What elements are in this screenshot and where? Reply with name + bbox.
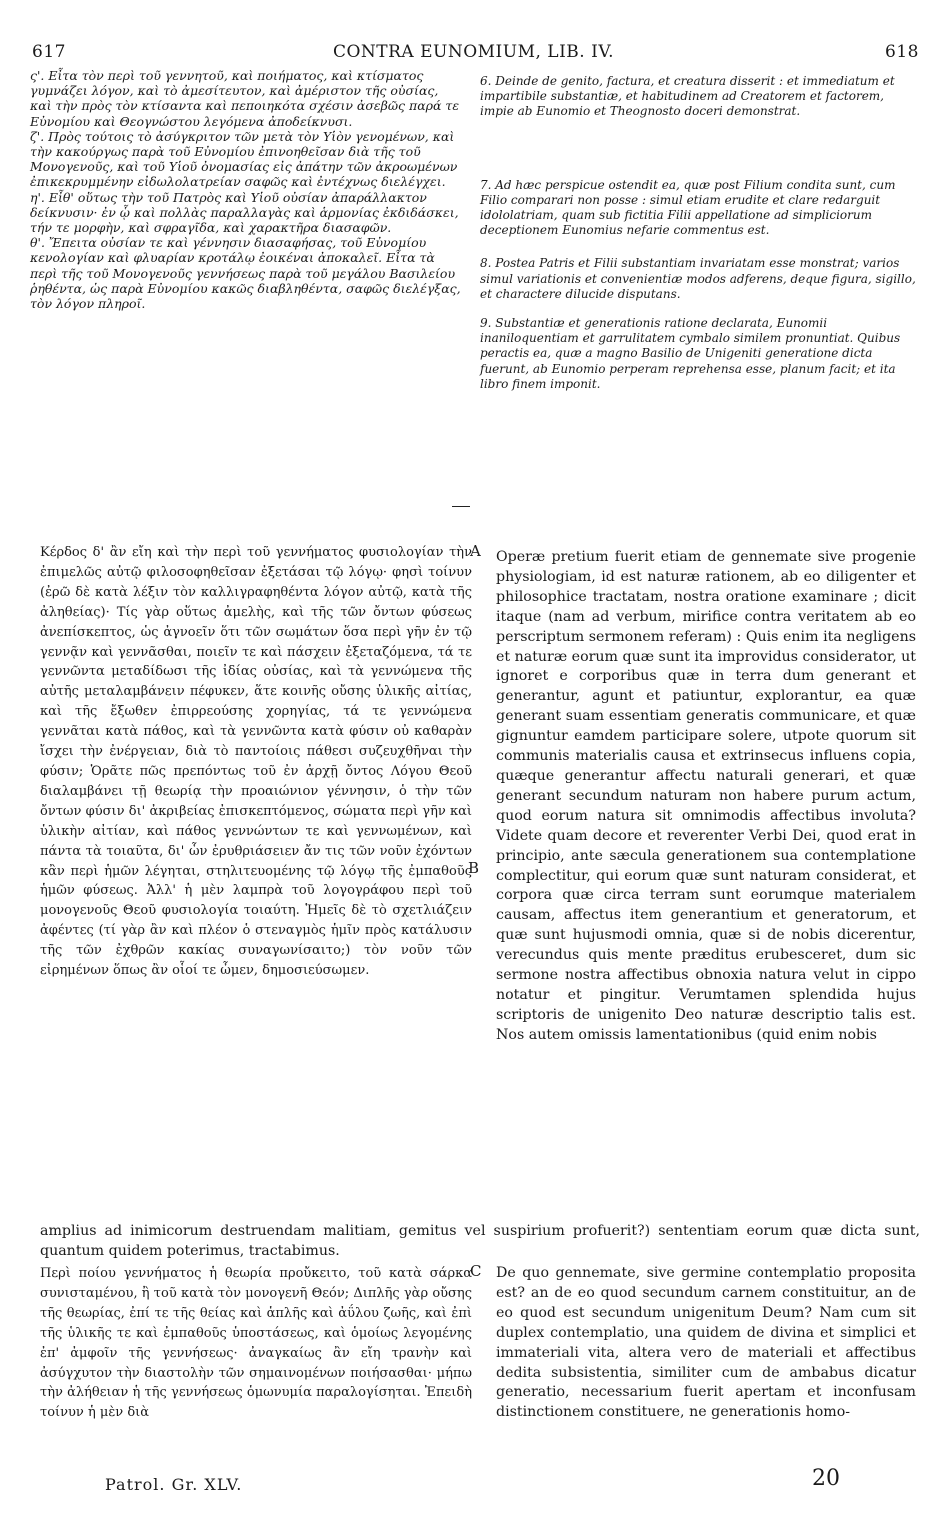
greek-summary-item: ζ'. Πρὸς τούτοις τὸ ἀσύγκριτον τῶν μετὰ τὸν Υἱὸν γενομένων, καὶ τὴν κακούργως παρὰ τοῦ Εὐνομίου ἐπινοηθεῖσαν διὰ τῆς τοῦ Μονογενοῦς, καὶ τοῦ Υἱοῦ ὀνομασίας εἰς ἀπάτην τῶν ἀκροωμένων ἐπικεκρυμμένην εἰδωλολατρείαν σαφῶς καὶ ἐντέχνως διελέγχει. xyxy=(30,128,458,190)
latin-summary xyxy=(480,74,920,392)
footer-signature: 20 xyxy=(812,1466,840,1491)
right-page-number: 618 xyxy=(885,42,919,62)
margin-marker-b: B xyxy=(468,859,480,877)
left-page-number: 617 xyxy=(32,42,66,62)
greek-column-1 xyxy=(40,543,472,981)
latin-paragraph: Operæ pretium fuerit etiam de gennemate sive progenie physiologiam, id est naturæ rationem, ab eo diligenter et philosophice tractatam, nostra oratione examinare ; dicit itaque (nam ad verbum, mirifice contra veritatem ab eo perscriptum sermonem referam) : Quis enim ita negligens et naturæ eorum quæ sunt ita improvidus considerator, ut ignoret e corporibus quæ in terra dum generant et generantur, agunt et patiuntur, explorantur, ea quæ generant suam essentiam generatis communicare, et quæ gignuntur eamdem participare solere, utpote quorum sit communis materialis causa et extrinsecus influens copia, quæque generantur affectu naturali generari, et quæ generant secundum naturam non habere purum actum, quod eorum natura sit omnimodis affectibus involuta? Videte quam decore et reverenter Verbi Dei, quod erat in principio, ante sæcula generationem sua contemplatione complectitur, qui eorum quæ sunt naturam considerat, et corpora quæ circa terram sunt eorumque materialem causam, affectus item generantium et generatorum, et quæ sunt hujusmodi omnia, quæ si de nobis dicerentur, verecundus quis mente præditus erubesceret, dum sic sermone nostra affectibus obnoxia natura velut in cippo notatur et pingitur. Verumtamen splendida hujus scriptoris de unigenito Deo naturæ descriptio talis est. Nos autem omissis lamentationibus (quid enim nobis xyxy=(496,549,916,1043)
margin-marker-c: C xyxy=(470,1262,482,1280)
latin-summary-item: 8. Postea Patris et Filii substantiam invariatam esse monstrat; varios simul variationis et convenientiæ modos adferens, deque figura, sigillo, et charactere dilucide disputans. xyxy=(480,256,916,301)
latin-summary-item: 6. Deinde de genito, factura, et creatura disserit : et immediatum et impartibile substantiæ, et habitudinem ad Creatorem et factorem, impie ab Eunomio et Theognosto doceri demonstrat. xyxy=(480,74,895,119)
footer-series: Patrol. Gr. XLV. xyxy=(105,1475,243,1494)
latin-continuation: amplius ad inimicorum destruendam malitiam, gemitus vel suspirium profuerit?) sententiam eorum quæ dicta sunt, quantum quidem poterimus, tractabimus. xyxy=(40,1223,920,1259)
latin-column-2 xyxy=(496,1264,916,1423)
greek-summary-item: η'. Εἶθ' οὕτως τὴν τοῦ Πατρὸς καὶ Υἱοῦ οὐσίαν ἀπαράλλακτον δείκνυσιν· ἐν ᾧ καὶ πολλὰς παραλλαγὰς καὶ ἁρμονίας ἐκδιδάσκει, τήν τε μορφὴν, καὶ σφραγῖδα, καὶ χαρακτῆρα διασαφῶν. xyxy=(30,189,459,236)
latin-summary-item: 7. Ad hæc perspicue ostendit ea, quæ post Filium condita sunt, cum Filio comparari non posse : simul etiam erudite et clare redarguit idololatriam, quam sub fictitia Filii appellatione ad simpliciorum deceptionem Eunomius nefarie commentus est. xyxy=(480,177,896,238)
greek-summary-item: ς'. Εἶτα τὸν περὶ τοῦ γεννητοῦ, καὶ ποιήματος, καὶ κτίσματος γυμνάζει λόγον, καὶ τὸ ἀμεσίτευτον, καὶ ἀμέριστον τῆς οὐσίας, καὶ τὴν πρὸς τὸν κτίσαντα καὶ πεποιηκότα σχέσιν ἀσεβῶς παρά τε Εὐνομίου καὶ Θεογνώστου λεγόμενα ἀποδείκνυσι. xyxy=(30,68,460,129)
margin-marker-a: A xyxy=(470,542,481,560)
latin-summary-item: 9. Substantiæ et generationis ratione declarata, Eunomii inaniloquentiam et garrulitatem cymbalo similem pronuntiat. Quibus peractis ea, quæ a magno Basilio de Unigeniti generatione dicta fuerunt, ab Eunomio perperam reprehensa esse, planum facit; et ita libro finem imponit. xyxy=(480,316,901,391)
full-width-line xyxy=(40,1222,920,1262)
greek-paragraph: Περὶ ποίου γεννήματος ἡ θεωρία προὔκειτο, τοῦ κατὰ σάρκα συνισταμένου, ἢ τοῦ κατὰ τὸν μονογενῆ Θεόν; Διπλῆς γὰρ οὔσης τῆς θεωρίας, ἐπί τε τῆς θείας καὶ ἁπλῆς καὶ ἀΰλου ζωῆς, καὶ ἐπὶ τῆς ὑλικῆς τε καὶ ἐμπαθοῦς ὑποστάσεως, καὶ ὁμοίως λεγομένης ἐπ' ἀμφοῖν τῆς γεννήσεως· ἀναγκαίως ἂν εἴη τρανὴν καὶ ἀσύγχυτον τὴν διαστολὴν τῶν σημαινομένων ποιήσασθαι· μήπω τὴν ἀλήθειαν ἡ τῆς γεννήσεως ὁμωνυμία παραλογίσηται. Ἐπειδὴ τοίνυν ἡ μὲν διὰ xyxy=(40,1266,472,1421)
greek-paragraph: Κέρδος δ' ἂν εἴη καὶ τὴν περὶ τοῦ γεννήματος φυσιολογίαν τὴν ἐπιμελῶς αὐτῷ φιλοσοφηθεῖσαν ἐξετάσαι τῷ λόγῳ· φησὶ τοίνυν (ἐρῶ δὲ κατὰ λέξιν τὸν καλλιγραφηθέντα λόγον αὐτῷ, κατὰ τῆς ἀληθείας)· Τίς γὰρ οὕτως ἀμελὴς, καὶ τῆς τῶν ὄντων φύσεως ἀνεπίσκεπτος, ὡς ἀγνοεῖν ὅτι τῶν σωμάτων ὅσα περὶ γῆν ἐν τῷ γεννᾷν καὶ γεννᾶσθαι, ποιεῖν τε καὶ πάσχειν ἐξεταζόμενα, τά τε γεννῶντα μεταδίδωσι τῆς ἰδίας οὐσίας, καὶ τὰ γεννώμενα τῆς αὐτῆς μεταλαμβάνειν πέφυκεν, ἅτε κοινῆς οὔσης ὑλικῆς αἰτίας, καὶ τῆς ἔξωθεν ἐπιρρεούσης χορηγίας, τά τε γεννώμενα γεννᾶται κατὰ πάθος, καὶ τὰ γεννῶντα κατὰ φύσιν οὐ καθαρὰν ἴσχει τὴν ἐνέργειαν, διὰ τὸ παντοίοις πάθεσι συζευχθῆναι τὴν φύσιν; Ὁρᾶτε πῶς πρεπόντως τοῦ ἐν ἀρχῇ ὄντος Λόγου Θεοῦ διαλαμβάνει τῇ θεωρίᾳ τὴν προαιώνιον γέννησιν, ὁ τὴν τῶν ὄντων φύσιν δι' ἀκριβείας ἐπισκεπτόμενος, σώματα περὶ γῆν καὶ ὑλικὴν αἰτίαν, καὶ πάθος γεννώντων τε καὶ γεννωμένων, καὶ πάντα τὰ τοιαῦτα, δι' ὧν ἐρυθριάσειεν ἄν τις τῶν νοῦν ἐχόντων κἂν περὶ ἡμῶν λέγηται, στηλιτευομένης τῷ λόγῳ τῆς ἐμπαθοῦς ἡμῶν φύσεως. Ἀλλ' ἡ μὲν λαμπρὰ τοῦ λογογράφου περὶ τοῦ μονογενοῦς Θεοῦ φυσιολογία τοιαύτη. Ἡμεῖς δὲ τὸ σχετλιάζειν ἀφέντες (τί γὰρ ἂν καὶ πλέον ὁ στεναγμὸς ἡμῖν πρὸς κατάλυσιν τῆς τῶν ἐχθρῶν κακίας συναγωνίσαιτο;) τὸν νοῦν τῶν εἰρημένων ὅπως ἂν οἷοί τε ὦμεν, δημοσιεύσωμεν. xyxy=(40,545,472,979)
greek-column-2 xyxy=(40,1264,472,1423)
running-title: CONTRA EUNOMIUM, LIB. IV. xyxy=(332,42,615,62)
latin-column-1 xyxy=(496,548,916,1046)
latin-paragraph: De quo gennemate, sive germine contemplatio proposita est? an de eo quod secundum carnem constituitur, an de eo quod est secundum unigenitum Deum? Nam cum sit duplex contemplatio, una quidem de divina et simplici et immateriali vita, altera vero de materiali et affectibus dedita subsistentia, similiter cum de ambabus dicatur generatio, necessarium fuerit apertam et inconfusam distinctionem constituere, ne generationis homo- xyxy=(496,1265,916,1421)
greek-summary-item: θ'. Ἔπειτα οὐσίαν τε καὶ γέννησιν διασαφήσας, τοῦ Εὐνομίου κενολογίαν καὶ φλυαρίαν κροτάλῳ ἐοικέναι ἀποκαλεῖ. Εἶτα τὰ περὶ τῆς τοῦ Μονογενοῦς γεννήσεως παρὰ τοῦ μεγάλου Βασιλείου ῥηθέντα, ὡς παρὰ Εὐνομίου κακῶς διαβληθέντα, σαφῶς διελέγξας, τὸν λόγον πληροῖ. xyxy=(30,235,461,312)
greek-summary xyxy=(30,68,462,311)
separator-dash xyxy=(452,506,470,507)
